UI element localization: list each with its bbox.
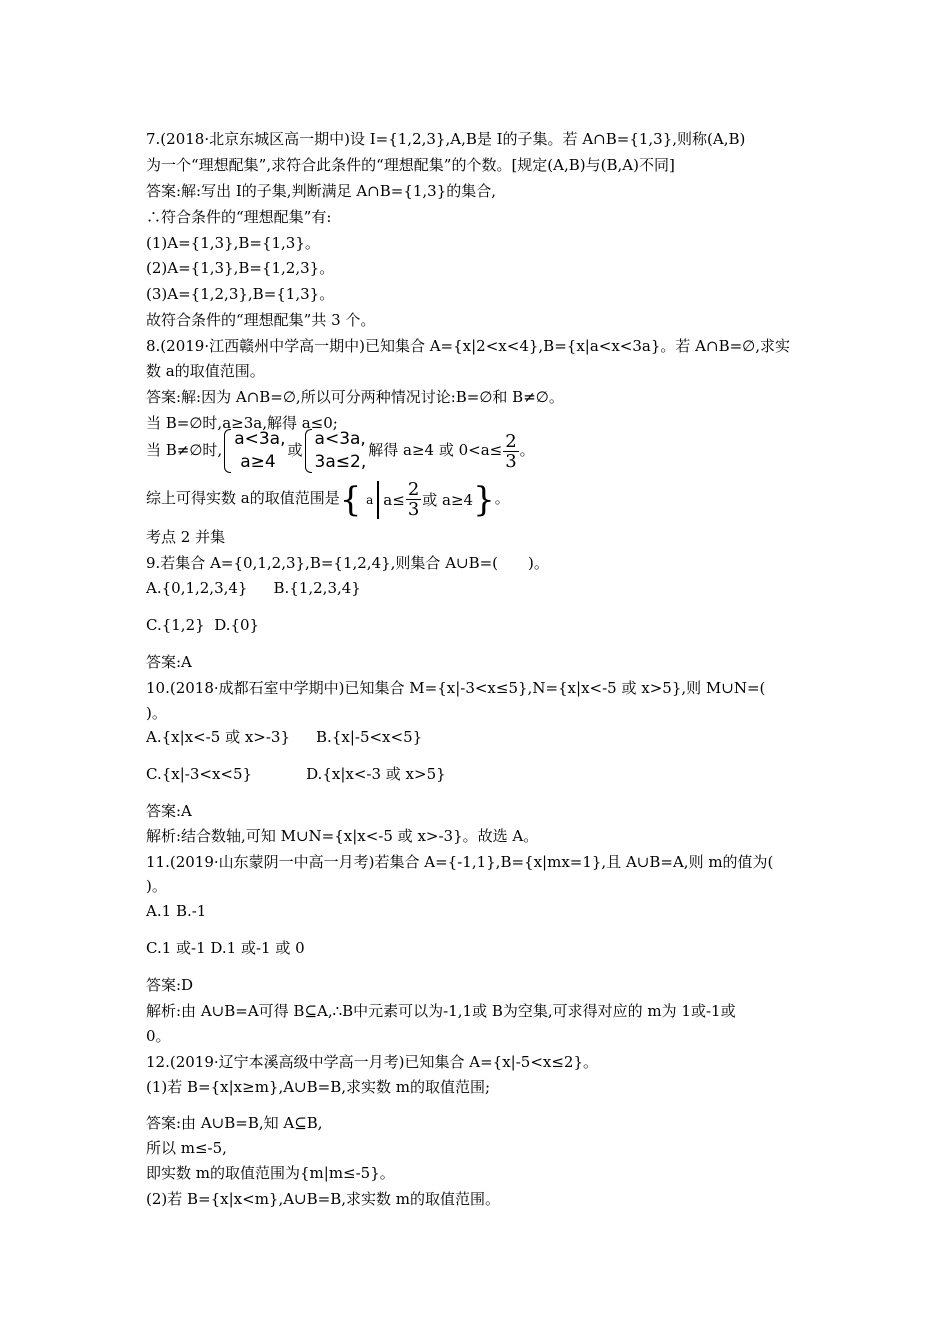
q8-line-2: 数 a的取值范围。 <box>146 362 265 380</box>
q11-options-ab <box>146 901 206 921</box>
q8-line-1: 8.(2019·江西赣州中学高一期中)已知集合 A={x|2<x<4},B={x|a<x<3a}。若 A∩B=∅,求实 <box>146 337 790 355</box>
system-row: 3a≤2, <box>314 452 367 472</box>
right-brace: } <box>473 479 495 520</box>
q9-option-b: B.{1,2,3,4} <box>273 579 361 597</box>
q12-stem: 12.(2019·辽宁本溪高级中学高一月考)已知集合 A={x|-5<x≤2}。 <box>146 1053 599 1071</box>
q8-conclusion <box>146 476 510 520</box>
q10-option-d: D.{x|x<-3 或 x>5} <box>306 765 446 783</box>
q11-analysis-1: 解析:由 A∪B=A可得 B⊆A,∴B中元素可以为-1,1或 B为空集,可求得对应的 m为 1或-1或 <box>146 1002 736 1020</box>
set-bar <box>377 481 379 519</box>
system-row: a<3a, <box>234 429 286 449</box>
q11-option-d: D.1 或-1 或 0 <box>210 939 305 957</box>
inequality-system-2 <box>305 428 367 474</box>
q12-answer-1: 答案:由 A∪B=B,知 A⊆B, <box>146 1114 323 1132</box>
q10-options-ab <box>146 727 422 747</box>
q12-part-1: (1)若 B={x|x≥m},A∪B=B,求实数 m的取值范围; <box>146 1078 491 1096</box>
eq1-or: 或 <box>287 441 303 459</box>
q8-answer: 答案:解:因为 A∩B=∅,所以可分两种情况讨论:B=∅和 B≠∅。 <box>146 388 564 406</box>
q10-option-c: C.{x|-3<x<5} <box>146 765 253 783</box>
fraction-numerator: 2 <box>505 430 517 452</box>
q7-line-1: 7.(2018·北京东城区高一期中)设 I={1,2,3},A,B是 I的子集。若 A∩B={1,3},则称(A,B) <box>146 130 746 148</box>
set-condition: a≤ <box>383 490 405 509</box>
q11-option-c: C.1 或-1 <box>146 939 206 957</box>
q10-line-1: 10.(2018·成都石室中学期中)已知集合 M={x|-3<x≤5},N={x|x<-5 或 x>5},则 M∪N=( <box>146 679 766 697</box>
fraction-numerator: 2 <box>407 479 420 500</box>
q12-answer-3: 即实数 m的取值范围为{m|m≤-5}。 <box>146 1164 395 1182</box>
q9-option-d: D.{0} <box>214 616 260 634</box>
q9-option-c: C.{1,2} <box>146 616 205 634</box>
q7-case-2: (2)A={1,3},B={1,2,3}。 <box>146 259 335 277</box>
q10-answer: 答案:A <box>146 802 192 820</box>
set-variable: a <box>366 492 374 507</box>
fraction <box>406 480 421 519</box>
fraction-denominator: 3 <box>407 499 420 520</box>
left-brace: { <box>339 479 362 520</box>
q10-option-a: A.{x|x<-5 或 x>-3} <box>146 728 291 746</box>
q11-answer: 答案:D <box>146 976 194 994</box>
system-row: a≥4 <box>240 452 276 472</box>
q7-case-1: (1)A={1,3},B={1,3}。 <box>146 234 320 252</box>
inequality-system-1 <box>224 428 285 474</box>
q12-part-2: (2)若 B={x|x<m},A∪B=B,求实数 m的取值范围。 <box>146 1190 501 1208</box>
q10-line-2: )。 <box>146 704 167 722</box>
q9-options-cd <box>146 615 259 635</box>
q7-line-2: 为一个“理想配集”,求符合此条件的“理想配集”的个数。[规定(A,B)与(B,A)不同] <box>146 156 675 174</box>
q9-options-ab <box>146 578 361 598</box>
q10-analysis: 解析:结合数轴,可知 M∪N={x|x<-5 或 x>-3}。故选 A。 <box>146 827 539 845</box>
q8-case-empty: 当 B=∅时,a≥3a,解得 a≤0; <box>146 414 338 432</box>
set-builder <box>340 477 495 522</box>
q11-line-1: 11.(2019·山东蒙阴一中高一月考)若集合 A={-1,1},B={x|mx=1},且 A∪B=A,则 m的值为( <box>146 853 774 871</box>
eq1-tail: 解得 a≥4 或 0<a≤ <box>368 441 503 459</box>
q7-conclusion: 故符合条件的“理想配集”共 3 个。 <box>146 311 376 329</box>
q11-line-2: )。 <box>146 877 167 895</box>
eq2-end: 。 <box>494 489 510 507</box>
q9-answer: 答案:A <box>146 653 192 671</box>
section-heading: 考点 2 并集 <box>146 528 226 546</box>
q7-answer: 答案:解:写出 I的子集,判断满足 A∩B={1,3}的集合, <box>146 182 497 200</box>
fraction-denominator: 3 <box>505 450 517 472</box>
set-condition-tail: 或 a≥4 <box>422 490 474 509</box>
eq1-lead: 当 B≠∅时, <box>146 441 223 459</box>
system-row: a<3a, <box>314 429 366 449</box>
q9-option-a: A.{0,1,2,3,4} <box>146 579 248 597</box>
q7-line-4: ∴符合条件的“理想配集”有: <box>146 208 332 226</box>
q11-options-cd <box>146 938 305 958</box>
q11-analysis-2: 0。 <box>146 1027 171 1045</box>
q11-option-a: A.1 <box>146 902 172 920</box>
fraction <box>503 432 518 471</box>
q10-option-b: B.{x|-5<x<5} <box>316 728 423 746</box>
q9-stem: 9.若集合 A={0,1,2,3},B={1,2,4},则集合 A∪B=( )。 <box>146 554 549 572</box>
q10-options-cd <box>146 764 446 784</box>
q8-case-nonempty <box>146 426 535 474</box>
eq2-lead: 综上可得实数 a的取值范围是 <box>146 489 340 507</box>
q12-answer-2: 所以 m≤-5, <box>146 1139 227 1157</box>
eq1-end: 。 <box>519 441 535 459</box>
q7-case-3: (3)A={1,2,3},B={1,3}。 <box>146 285 335 303</box>
q11-option-b: B.-1 <box>175 902 207 920</box>
